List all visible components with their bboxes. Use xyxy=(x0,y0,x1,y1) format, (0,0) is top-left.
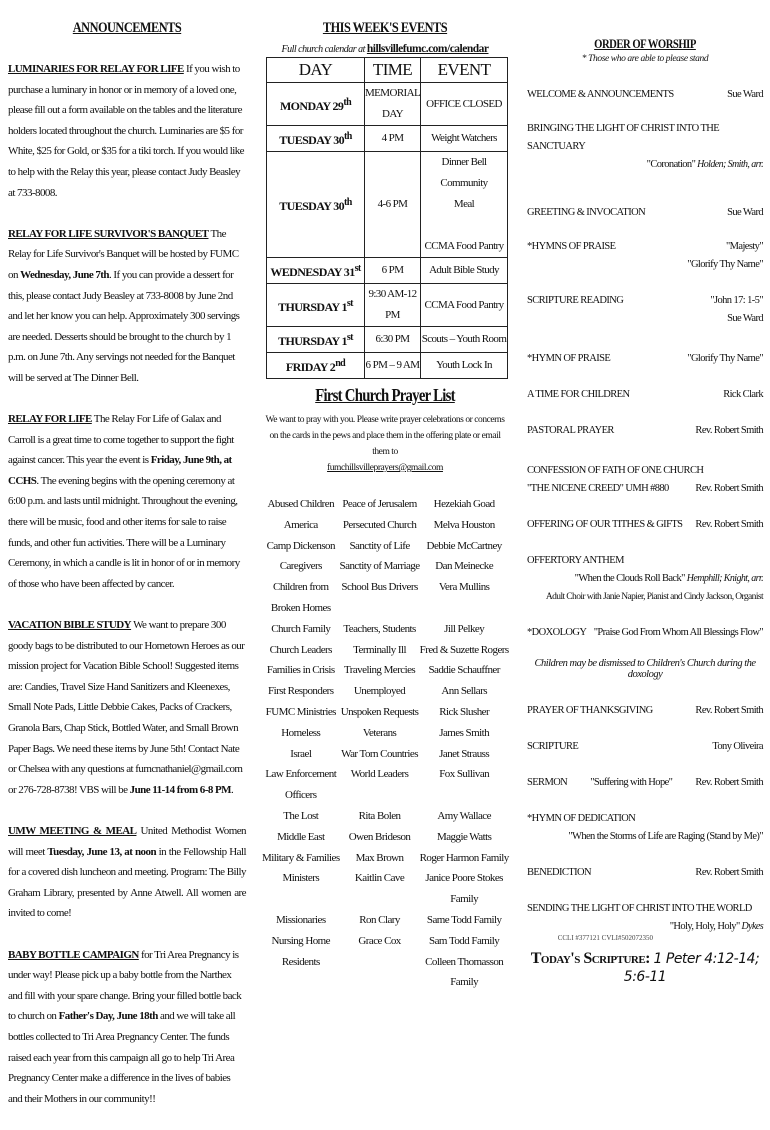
event-row xyxy=(267,327,508,353)
event-time: 9:30 AM-12 PM xyxy=(365,284,421,327)
prayer-names-col-3 xyxy=(420,494,509,993)
event-day-text: WEDNESDAY 31 xyxy=(270,265,355,279)
prayer-name: Church Leaders xyxy=(269,643,332,656)
event-time: 6 PM – 9 AM xyxy=(365,353,421,379)
prayer-name: Sanctity of Life xyxy=(349,539,410,552)
worship-item-row xyxy=(527,864,763,882)
event-day-suffix: st xyxy=(346,297,353,309)
prayer-name: Abused Children xyxy=(267,498,335,510)
worship-item xyxy=(527,86,763,104)
event-day-suffix: nd xyxy=(335,358,346,369)
worship-item-performers: Adult Choir with Janie Napier, Pianist and Cindy Jackson, Organist xyxy=(545,592,763,602)
worship-column xyxy=(527,0,763,986)
prayer-list-title: First Church Prayer List xyxy=(315,385,455,405)
prayer-email-link[interactable]: fumchillsvilleprayers@gmail.com xyxy=(327,463,443,473)
prayer-name: Family xyxy=(450,976,479,989)
prayer-name xyxy=(262,889,340,910)
worship-item-row xyxy=(527,386,763,404)
announcement-text: The Relay for Life Survivor's Banquet will be hosted by FUMC on xyxy=(8,227,239,281)
prayer-name: Saddie Schauffner xyxy=(428,664,500,677)
worship-item-title: *HYMNS OF PRAISE xyxy=(527,241,616,252)
event-day xyxy=(267,83,365,126)
prayer-name: Vera Mullins xyxy=(438,581,490,594)
event-row xyxy=(267,353,508,379)
worship-item-leader: Rick Clark xyxy=(723,389,763,400)
worship-item xyxy=(527,120,763,174)
announcement-bold: Tuesday, June 13, at noon xyxy=(47,845,157,858)
worship-item xyxy=(527,774,763,792)
announcement-bold: Wednesday, June 7th xyxy=(20,268,109,281)
prayer-name: Owen Brideson xyxy=(348,830,411,843)
announcement-heading: VACATION BIBLE STUDY xyxy=(8,619,132,632)
worship-item-subject: "Suffering with Hope" xyxy=(590,777,673,788)
worship-item-title: BENEDICTION xyxy=(527,867,591,878)
worship-item-title: OFFERING OF OUR TITHES & GIFTS xyxy=(527,519,683,530)
worship-item-composer: Holden; Smith, arr. xyxy=(695,159,763,170)
prayer-name: Broken Homes xyxy=(270,601,331,614)
prayer-name xyxy=(340,785,420,806)
worship-item-detail-text: "When the Storms of Life are Raging (Stand by Me)" xyxy=(568,831,763,842)
worship-item-detail-text: "Coronation" xyxy=(646,159,696,170)
worship-item-row xyxy=(527,204,763,222)
announcement-baby-bottle xyxy=(8,945,246,1110)
prayer-intro-text: We want to pray with you. Please write prayer celebrations or concerns on the cards in the pews and place them in the offering plate or email them to xyxy=(265,415,505,457)
worship-item-leader: Rev. Robert Smith xyxy=(695,867,763,878)
event-name xyxy=(421,152,508,258)
prayer-name: Terminally Ill xyxy=(353,643,407,656)
prayer-intro xyxy=(262,412,508,476)
announcement-text: The Relay For Life of Galax and Carroll is a great time to come together to support the fight against cancer. This year the event is xyxy=(8,413,234,467)
event-day xyxy=(267,353,365,379)
prayer-name: Rita Bolen xyxy=(358,809,401,822)
announcement-text: . xyxy=(231,783,234,796)
event-day-text: TUESDAY 30 xyxy=(279,133,345,147)
childrens-church-note: Children may be dismissed to Children's Church during the doxology xyxy=(534,658,756,680)
worship-item-row xyxy=(527,422,763,440)
prayer-name: Family xyxy=(450,893,479,906)
worship-item xyxy=(527,552,763,606)
worship-item-row xyxy=(527,774,763,792)
worship-item-detail-text: "Glorify Thy Name" xyxy=(687,259,763,270)
announcement-text: If you wish to purchase a luminary in honor or in memory of a loved one, please fill out a form available on the tables and the literature holders located throughout the church. Luminaries are $5 for White, $25 for Gold, or $35 for a tiki torch. If you would like to help with the Relay this year, please contact Judy Beasley at 733-8008. xyxy=(8,63,245,199)
event-day-text: THURSDAY 1 xyxy=(278,334,347,348)
worship-item-row xyxy=(527,462,763,480)
worship-item-title: OFFERTORY ANTHEM xyxy=(527,555,624,566)
worship-item-leader: Rev. Robert Smith xyxy=(695,483,763,494)
prayer-name: Melva Houston xyxy=(433,518,495,531)
announcement-heading: LUMINARIES FOR RELAY FOR LIFE xyxy=(8,63,184,75)
announcement-relay-for-life xyxy=(8,409,246,594)
worship-item-detail xyxy=(527,256,763,274)
events-title: THIS WEEK'S EVENTS xyxy=(322,20,448,36)
prayer-name: Fox Sullivan xyxy=(439,768,490,781)
event-day-suffix: st xyxy=(346,332,353,343)
prayer-name: First Responders xyxy=(268,685,334,698)
prayer-name: Teachers, Students xyxy=(343,622,416,635)
prayer-name: Traveling Mercies xyxy=(343,664,416,677)
prayer-name: Ministers xyxy=(282,872,320,885)
prayer-name: Dan Meinecke xyxy=(435,560,494,573)
prayer-name: Unemployed xyxy=(353,685,406,698)
prayer-name: Nursing Home xyxy=(271,934,331,947)
prayer-name: Middle East xyxy=(277,830,325,843)
event-name: Scouts – Youth Room xyxy=(421,327,508,353)
worship-item-leader: "Majesty" xyxy=(726,241,763,252)
event-day-suffix: st xyxy=(354,263,361,274)
worship-item xyxy=(527,810,763,846)
header-time: TIME xyxy=(365,58,421,83)
ccli-license: CCLI #377121 CVLI#502072350 xyxy=(557,934,653,942)
worship-item-leader: Tony Oliveira xyxy=(712,741,763,752)
event-day-suffix: th xyxy=(343,96,352,108)
event-row xyxy=(267,284,508,327)
prayer-name: The Lost xyxy=(283,809,319,822)
worship-item-leader: Rev. Robert Smith xyxy=(695,705,763,716)
worship-item-detail-text: "When the Clouds Roll Back" xyxy=(574,573,685,584)
worship-item-leader: Rev. Robert Smith xyxy=(695,425,763,436)
events-table xyxy=(266,57,508,379)
prayer-name: Amy Wallace xyxy=(437,809,491,822)
prayer-name: Homeless xyxy=(281,726,321,739)
prayer-name: Janet Strauss xyxy=(439,747,490,760)
worship-item xyxy=(527,462,763,480)
worship-item-leader: "Praise God From Whom All Blessings Flow" xyxy=(593,627,763,638)
prayer-name: Caregivers xyxy=(279,560,322,573)
events-header-row xyxy=(267,58,508,83)
prayer-name: Church Family xyxy=(271,622,331,635)
worship-item xyxy=(527,702,763,720)
prayer-name: Peace of Jerusalem xyxy=(342,498,417,510)
prayer-name: Jill Pelkey xyxy=(444,622,485,635)
prayer-name: Janice Poore Stokes xyxy=(425,872,503,885)
announcement-bold: June 11-14 from 6-8 PM xyxy=(129,783,232,796)
prayer-name: Debbie McCartney xyxy=(426,539,502,552)
event-name: Adult Bible Study xyxy=(421,258,508,284)
prayer-name: Colleen Thomasson xyxy=(425,955,504,968)
worship-item-title: "THE NICENE CREED" UMH #880 xyxy=(527,483,669,494)
prayer-name: Rick Slusher xyxy=(439,705,490,718)
worship-item-detail-text: "Holy, Holy, Holy" xyxy=(669,921,740,932)
events-subtitle xyxy=(262,43,508,55)
event-name: OFFICE CLOSED xyxy=(421,83,508,126)
worship-item-title: WELCOME & ANNOUNCEMENTS xyxy=(527,89,674,100)
todays-scripture xyxy=(527,950,763,986)
event-day-text: FRIDAY 2 xyxy=(285,360,336,374)
calendar-link[interactable]: hillsvillefumc.com/calendar xyxy=(366,43,489,55)
prayer-name: Camp Dickenson xyxy=(266,539,335,552)
worship-item-title: SCRIPTURE xyxy=(527,741,579,752)
worship-item-composer: Hemphill; Knight, arr. xyxy=(684,573,763,584)
prayer-names-col-1 xyxy=(262,494,340,993)
prayer-names-col-2 xyxy=(340,494,420,993)
event-day-suffix: th xyxy=(344,197,352,208)
worship-item-row xyxy=(527,552,763,570)
events-column xyxy=(262,0,508,993)
announcement-text: and we will take all bottles collected to Tri Area Pregnancy Center. The funds raised each year from this campaign all go to help Tri Area Pregnancy Center make a difference in the lives of babies and their Mothers in our community!! xyxy=(8,1010,236,1105)
event-name: CCMA Food Pantry xyxy=(421,284,508,327)
event-day-text: TUESDAY 30 xyxy=(279,199,345,213)
prayer-name: War Torn Countries xyxy=(341,747,418,760)
event-time: 6:30 PM xyxy=(365,327,421,353)
worship-stand-note: * Those who are able to please stand xyxy=(581,54,709,64)
event-day xyxy=(267,126,365,152)
prayer-name: Law Enforcement xyxy=(265,768,337,781)
announcements-column xyxy=(8,0,246,1130)
worship-item-title: *HYMN OF DEDICATION xyxy=(527,813,636,824)
worship-item-row xyxy=(527,86,763,104)
prayer-name: Fred & Suzette Rogers xyxy=(419,643,509,656)
prayer-name: Residents xyxy=(281,955,320,968)
event-day-suffix: th xyxy=(344,131,352,142)
prayer-name xyxy=(420,785,509,806)
prayer-name: Max Brown xyxy=(355,851,404,864)
announcement-text: . The evening begins with the opening ceremony at 6:00 p.m. and lasts until midnight. Throughout the evening, there will be music, food and other items for sale to raise funds, and other fun activities. There will be a Luminary Ceremony, in which a candle is lit in honor of or in memory of those who have been affected by cancer. xyxy=(8,474,240,590)
event-day xyxy=(267,327,365,353)
worship-list xyxy=(527,86,763,936)
announcement-text: for Tri Area Pregnancy is under way! Please pick up a baby bottle from the Narthex and fill with your spare change. Bring your filled bottle back to church on xyxy=(8,948,242,1023)
prayer-name: Hezekiah Goad xyxy=(433,498,495,510)
worship-item-detail xyxy=(527,828,763,846)
event-row xyxy=(267,152,508,258)
announcement-bold: Father's Day, June 18th xyxy=(58,1010,158,1023)
header-day: DAY xyxy=(267,58,365,83)
prayer-name: Officers xyxy=(285,789,317,802)
announcement-vbs xyxy=(8,615,246,800)
worship-item-title: SENDING THE LIGHT OF CHRIST INTO THE WORLD xyxy=(527,903,752,914)
worship-item-leader: Sue Ward xyxy=(727,89,763,100)
prayer-name: Grace Cox xyxy=(358,934,401,947)
announcement-heading: RELAY FOR LIFE SURVIVOR'S BANQUET xyxy=(8,227,209,240)
worship-item-detail xyxy=(527,310,763,328)
prayer-name: Sam Todd Family xyxy=(429,934,500,947)
event-day xyxy=(267,258,365,284)
worship-item xyxy=(527,516,763,534)
prayer-name: Maggie Watts xyxy=(436,830,492,843)
announcements-title: ANNOUNCEMENTS xyxy=(72,20,182,36)
worship-item xyxy=(527,350,763,368)
event-time: 4 PM xyxy=(365,126,421,152)
worship-item-title: SERMON xyxy=(527,777,568,788)
worship-item-leader: Sue Ward xyxy=(727,207,763,218)
worship-item-leader: "Glorify Thy Name" xyxy=(687,353,763,364)
event-day xyxy=(267,284,365,327)
worship-item xyxy=(527,738,763,756)
event-name: Weight Watchers xyxy=(421,126,508,152)
event-row xyxy=(267,258,508,284)
event-name-line: Dinner Bell Community Meal xyxy=(440,156,488,210)
announcement-heading: BABY BOTTLE CAMPAIGN xyxy=(8,948,139,961)
worship-item-title: PRAYER OF THANKSGIVING xyxy=(527,705,653,716)
worship-item xyxy=(527,900,763,936)
worship-item-title: PASTORAL PRAYER xyxy=(527,425,614,436)
prayer-name: Veterans xyxy=(362,726,397,739)
announcement-text: in the Fellowship Hall for a covered dish luncheon and meeting. Program: The Billy Graham Library, presented by Anne Atwell. All women are invited to come! xyxy=(8,845,246,920)
prayer-name: Military & Families xyxy=(262,851,340,864)
worship-item-row xyxy=(527,738,763,756)
header-event: EVENT xyxy=(421,58,508,83)
prayer-name: World Leaders xyxy=(350,768,409,781)
prayer-name: Families in Crisis xyxy=(266,664,335,677)
worship-item-leader: "John 17: 1-5" xyxy=(710,295,763,306)
prayer-name xyxy=(340,598,420,619)
worship-item xyxy=(527,204,763,222)
worship-item-leader: Rev. Robert Smith xyxy=(695,777,763,788)
prayer-name: Same Todd Family xyxy=(426,913,502,926)
prayer-name: Missionaries xyxy=(275,913,326,926)
prayer-names xyxy=(262,494,508,993)
prayer-name xyxy=(420,598,509,619)
event-time: MEMORIAL DAY xyxy=(365,83,421,126)
announcement-bold: Friday, June 9th, at CCHS xyxy=(8,454,232,487)
worship-item-row xyxy=(527,810,763,828)
prayer-name: James Smith xyxy=(439,726,490,739)
worship-item-title: *HYMN OF PRAISE xyxy=(527,353,611,364)
worship-item-detail xyxy=(527,156,763,174)
worship-title: ORDER OF WORSHIP xyxy=(594,36,696,51)
worship-item-title: BRINGING THE LIGHT OF CHRIST INTO THE SANCTUARY xyxy=(527,123,720,152)
prayer-name: Children from xyxy=(273,581,329,594)
worship-item-row xyxy=(527,292,763,310)
worship-item xyxy=(527,292,763,328)
prayer-name: Kaitlin Cave xyxy=(354,872,405,885)
worship-item xyxy=(527,864,763,882)
worship-item-detail-text: Sue Ward xyxy=(727,313,763,324)
event-day-text: MONDAY 29 xyxy=(279,98,344,113)
prayer-name: America xyxy=(283,518,318,531)
worship-item-title: GREETING & INVOCATION xyxy=(527,207,646,218)
worship-item-row xyxy=(527,624,763,642)
event-time: 6 PM xyxy=(365,258,421,284)
announcement-heading: UMW MEETING & MEAL xyxy=(8,824,137,837)
worship-item-row xyxy=(527,120,763,156)
worship-item xyxy=(527,386,763,404)
event-time: 4-6 PM xyxy=(365,152,421,258)
prayer-name: Sanctity of Marriage xyxy=(339,560,420,573)
worship-item-composer: Dykes xyxy=(739,921,763,932)
prayer-name: Unspoken Requests xyxy=(340,705,419,718)
prayer-name: Persecuted Church xyxy=(342,518,417,531)
worship-item-title: A TIME FOR CHILDREN xyxy=(527,389,630,400)
todays-scripture-reference: 1 Peter 4:12-14; 5:6-11 xyxy=(623,951,760,985)
worship-item-row xyxy=(527,516,763,534)
worship-item-detail xyxy=(527,570,763,588)
announcement-text: United Methodist Women will meet xyxy=(8,824,246,858)
event-day-text: THURSDAY 1 xyxy=(278,299,347,314)
events-subtitle-text: Full church calendar at xyxy=(281,44,367,55)
announcement-text: We want to prepare 300 goody bags to be distributed to our Hometown Heroes as our mission project for Vacation Bible School! Suggested items are: Candies, Travel Size Hand Sanitizers and Kleenexes, Small Note Pads, Little Debbie Cakes, Packs of Crackers, Granola Bars, Chap Stick, Bottled Water, and Small Brown Paper Bags. We need these items by June 5th! Contact Nate or Chelsea with any questions at fumcnathaniel@gmail.com or 276-728-8738! VBS will be xyxy=(8,619,245,796)
announcement-text: . If you can provide a dessert for this, please contact Judy Beasley at 733-8008 by June 2nd and let her know you can help. Approximately 300 servings are needed. Desserts should be brought to the church by 1 p.m. on June 7th. Any servings not needed for the Banquet will be served at The Dinner Bell. xyxy=(8,268,240,384)
worship-item-row xyxy=(527,900,763,918)
announcement-luminaries xyxy=(8,59,246,203)
worship-item-row xyxy=(527,480,763,498)
event-row xyxy=(267,126,508,152)
announcement-survivors-banquet xyxy=(8,224,246,389)
worship-item-row xyxy=(527,238,763,256)
worship-item xyxy=(527,624,763,642)
worship-item-row xyxy=(527,350,763,368)
prayer-name: Ron Clary xyxy=(359,913,400,926)
prayer-name: Roger Harmon Family xyxy=(419,851,509,864)
prayer-name: Ann Sellars xyxy=(441,685,487,698)
prayer-name: FUMC Ministries xyxy=(265,705,336,718)
worship-item xyxy=(527,422,763,440)
worship-item-title: *DOXOLOGY xyxy=(527,627,587,638)
event-name: Youth Lock In xyxy=(421,353,508,379)
announcement-heading: RELAY FOR LIFE xyxy=(8,413,92,426)
event-row xyxy=(267,83,508,126)
worship-item-title: CONFESSION OF FATH OF ONE CHURCH xyxy=(527,465,704,476)
event-name-line: CCMA Food Pantry xyxy=(424,240,504,252)
prayer-name: School Bus Drivers xyxy=(341,581,418,594)
worship-item-row xyxy=(527,702,763,720)
prayer-name xyxy=(340,889,420,910)
worship-item xyxy=(527,480,763,498)
worship-item-title: SCRIPTURE READING xyxy=(527,295,624,306)
event-day xyxy=(267,152,365,258)
todays-scripture-label: Today's Scripture: xyxy=(530,950,651,967)
prayer-name: Israel xyxy=(290,747,312,760)
announcement-umw xyxy=(8,821,246,924)
worship-item xyxy=(527,238,763,274)
worship-item-leader: Rev. Robert Smith xyxy=(695,519,763,530)
